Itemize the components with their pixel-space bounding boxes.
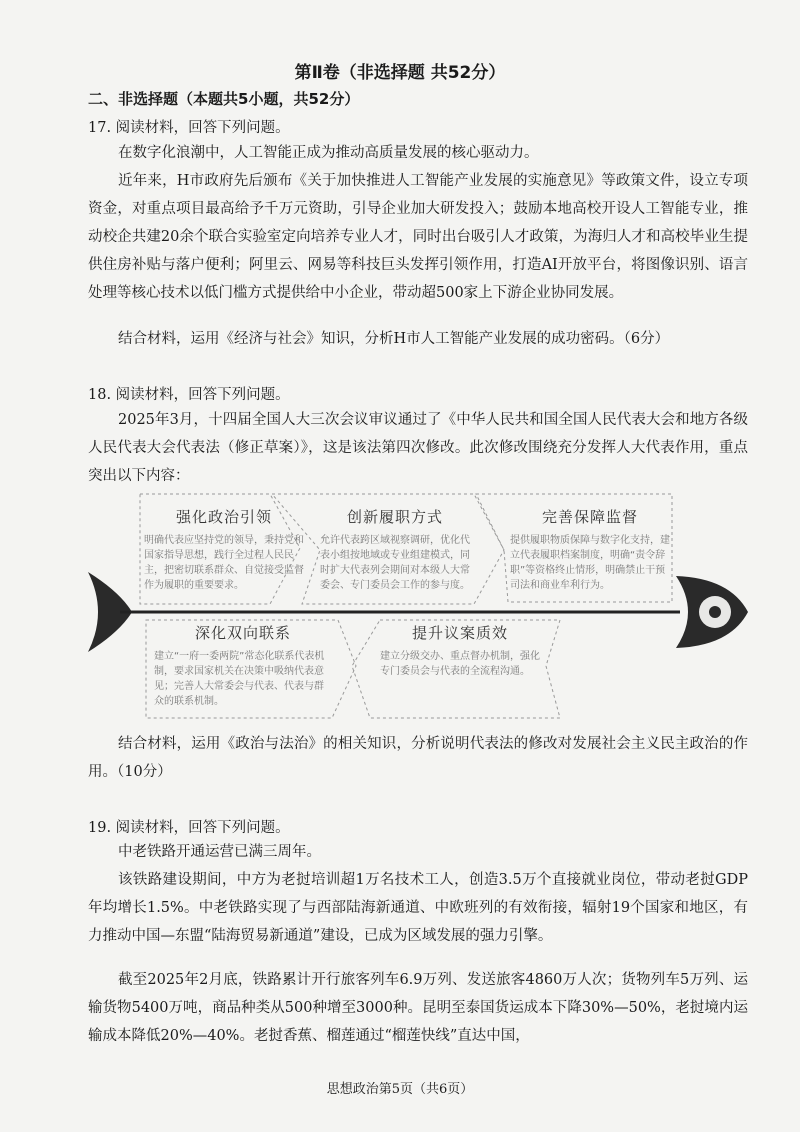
q17-paragraph-2: 近年来，H市政府先后颁布《关于加快推进人工智能产业发展的实施意见》等政策文件，设立专项资金，对重点项目最高给予千万元资助，引导企业加大研发投入；鼓励本地高校开设人工智能专业，推动校企共建20余个联合实验室定向培养专业人才，同时出台吸引人才政策，为海归人才和高校毕业生提供住房补贴与落户便利；阿里云、网易等科技巨头发挥引领作用，打造AI开放平台，将图像识别、语言处理等核心技术以低门槛方式提供给中小企业，带动超500家上下游企业协同发展。 [88,173,748,301]
diagram-item-title: 深化双向联系 [194,624,291,642]
q19-paragraph-1: 中老铁路开通运营已满三周年。 [118,844,321,860]
q17-question: 结合材料，运用《经济与社会》知识，分析H市人工智能产业发展的成功密码。（6分） [118,331,670,347]
diagram-item-4 [154,622,332,709]
diagram-item-text: 允许代表跨区域视察调研，优化代表小组按地域或专业组建模式，同时扩大代表列会期间对本级人大常委会、专门委员会工作的参与度。 [320,535,470,591]
q19-paragraph-2: 该铁路建设期间，中方为老挝培训超1万名技术工人，创造3.5万个直接就业岗位，带动老挝GDP年均增长1.5%。中老铁路实现了与西部陆海新通道、中欧班列的有效衔接，辐射19个国家和地区，有力推动中国—东盟“陆海贸易新通道”建设，已成为区域发展的强力引擎。 [88,872,748,944]
diagram-item-text: 提供履职物质保障与数字化支持，建立代表履职档案制度，明确“责令辞职”等资格终止情形，明确禁止干预司法和商业牟利行为。 [510,535,670,591]
diagram-item-text: 建立分级交办、重点督办机制，强化专门委员会与代表的全流程沟通。 [380,651,540,677]
q18-paragraph-1: 2025年3月，十四届全国人大三次会议审议通过了《中华人民共和国全国人民代表大会和地方各级人民代表大会代表法（修正草案）》，这是该法第四次修改。此次修改围绕充分发挥人大代表作用，重点突出以下内容： [88,412,748,484]
diagram-item-text: 明确代表应坚持党的领导，秉持党和国家指导思想，践行全过程人民民主，把密切联系群众、自觉接受监督作为履职的重要要求。 [144,535,304,591]
diagram-item-2 [320,506,470,593]
q18-heading: 18. 阅读材料，回答下列问题。 [88,387,290,403]
part-title: 第Ⅱ卷（非选择题 共52分） [294,63,506,83]
section-heading: 二、非选择题（本题共5小题，共52分） [88,90,360,108]
q17-heading: 17. 阅读材料，回答下列问题。 [88,120,290,136]
q17-paragraph-1: 在数字化浪潮中，人工智能正成为推动高质量发展的核心驱动力。 [118,145,539,161]
fishbone-diagram [80,492,750,720]
diagram-item-text: 建立“一府一委两院”常态化联系代表机制，要求国家机关在决策中吸纳代表意见；完善人大常委会与代表、代表与群众的联系机制。 [154,651,325,707]
diagram-item-3 [510,506,670,593]
diagram-item-1 [144,506,304,593]
q18-question: 结合材料，运用《政治与法治》的相关知识，分析说明代表法的修改对发展社会主义民主政治的作用。（10分） [88,736,748,780]
diagram-item-title: 创新履职方式 [346,508,443,526]
fish-eye [709,606,721,618]
diagram-item-title: 完善保障监督 [541,508,638,526]
q19-paragraph-3: 截至2025年2月底，铁路累计开行旅客列车6.9万列、发送旅客4860万人次；货物列车5万列、运输货物5400万吨，商品种类从500种增至3000种。昆明至泰国货运成本下降30%—50%，老挝境内运输成本降低20%—40%。老挝香蕉、榴莲通过“榴莲快线”直达中国， [88,972,748,1044]
diagram-item-title: 强化政治引领 [175,508,272,526]
diagram-item-5 [380,622,540,679]
diagram-item-title: 提升议案质效 [411,624,508,642]
page-footer: 思想政治第5页（共6页） [326,1082,474,1097]
q19-heading: 19. 阅读材料，回答下列问题。 [88,820,290,836]
